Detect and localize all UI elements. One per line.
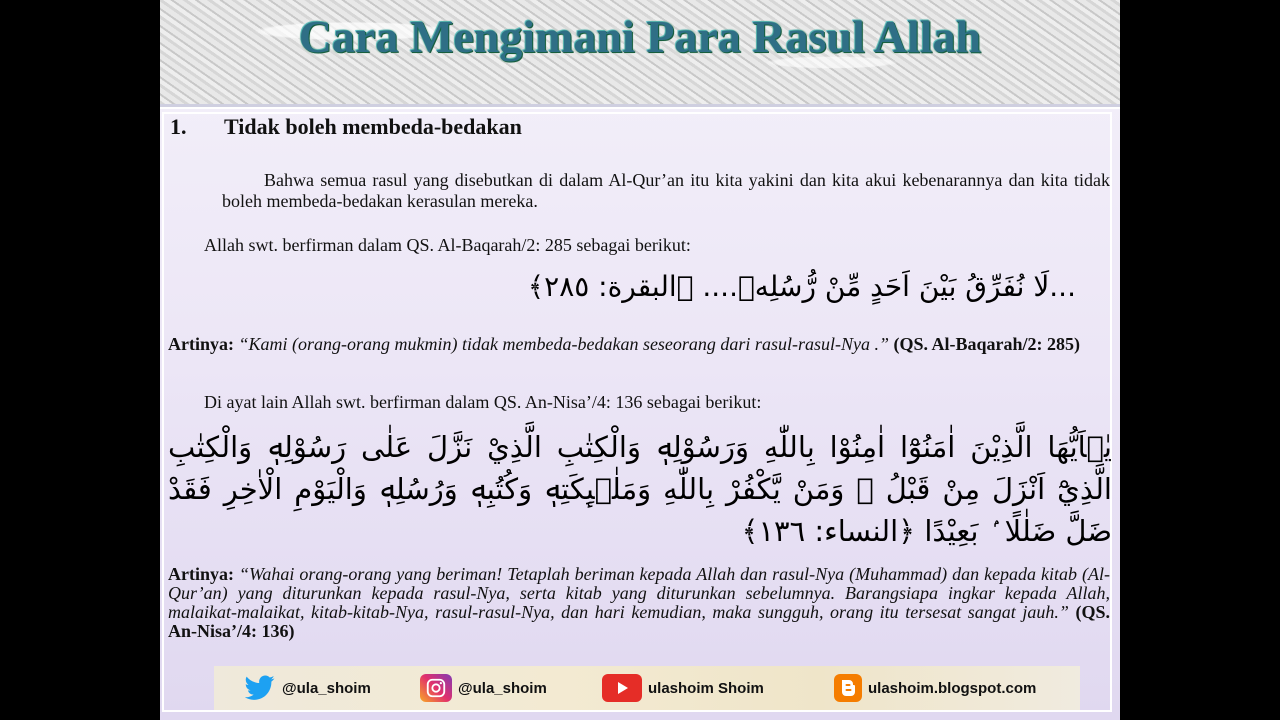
blog-url: ulashoim.blogspot.com [868, 679, 1037, 697]
twitter-handle: @ula_shoim [282, 679, 371, 697]
verse-intro-nisa: Di ayat lain Allah swt. berfirman dalam QS. An-Nisa’/4: 136 sebagai berikut: [204, 392, 762, 412]
twitter-link[interactable] [244, 672, 371, 704]
translation-reference: (QS. An-Nisa’/4: 136) [168, 602, 1111, 641]
verse-intro-baqarah: Allah swt. berfirman dalam QS. Al-Baqarah/2: 285 sebagai berikut: [204, 235, 691, 255]
intro-paragraph: Bahwa semua rasul yang disebutkan di dalam Al-Qur’an itu kita yakini dan kita akui kebenarannya dan kita tidak boleh membeda-bedakan kerasulan mereka. [222, 170, 1110, 211]
slide [160, 0, 1120, 720]
translation-nisa [168, 565, 1110, 641]
youtube-icon [602, 674, 642, 702]
translation-label: Artinya: [168, 334, 234, 354]
arabic-verse-baqarah: ...لَا نُفَرِّقُ بَيْنَ اَحَدٍ مِّنْ رُّسُلِهٖ.... ﴿البقرة: ٢٨٥﴾ [527, 270, 1076, 303]
translation-text: “Kami (orang-orang mukmin) tidak membeda-bedakan seseorang dari rasul-rasul-Nya .” [238, 334, 889, 354]
instagram-icon [420, 674, 452, 702]
slide-title: Cara Mengimani Para Rasul Allah [298, 11, 982, 62]
instagram-link[interactable] [420, 672, 547, 704]
youtube-link[interactable] [602, 672, 764, 704]
translation-label: Artinya: [168, 564, 234, 584]
twitter-icon [244, 674, 276, 702]
section-number: 1. [170, 114, 187, 139]
translation-text: “Wahai orang-orang yang beriman! Tetaplah beriman kepada Allah dan rasul-Nya (Muhammad) dan kepada kitab (Al-Qur’an) yang diturunkan kepada rasul-Nya, serta kitab yang diturunkan sebelumnya. Barangsiapa ingkar kepada Allah, malaikat-malaikat, kitab-kitab-Nya, rasul-rasul-Nya, dan hari kemudian, maka sungguh, orang itu tersesat sangat jauh.” [168, 564, 1111, 622]
blogger-icon [834, 674, 862, 702]
translation-reference: (QS. Al-Baqarah/2: 285) [893, 334, 1080, 354]
title-banner [160, 0, 1120, 107]
instagram-handle: @ula_shoim [458, 679, 547, 697]
arabic-verse-nisa: يٰۤاَيُّهَا الَّذِيْنَ اٰمَنُوْٓا اٰمِنُوْا بِاللّٰهِ وَرَسُوْلِهٖ وَالْكِتٰبِ الَّذِيْ نَزَّلَ عَلٰى رَسُوْلِهٖ وَالْكِتٰبِ الَّذِيْٓ اَنْزَلَ مِنْ قَبْلُ ۗ وَمَنْ يَّكْفُرْ بِاللّٰهِ وَمَلٰۤىِٕكَتِهٖ وَكُتُبِهٖ وَرُسُلِهٖ وَالْيَوْمِ الْاٰخِرِ فَقَدْ ضَلَّ ضَلٰلًا ۢ بَعِيْدًا ﴿النساء: ١٣٦﴾ [168, 430, 1112, 548]
social-footer [214, 666, 1080, 710]
youtube-channel: ulashoim Shoim [648, 679, 764, 697]
banner-divider [160, 107, 1120, 109]
translation-baqarah [168, 335, 1110, 354]
section-heading: Tidak boleh membeda-bedakan [224, 114, 522, 139]
blogger-link[interactable] [834, 672, 1036, 704]
